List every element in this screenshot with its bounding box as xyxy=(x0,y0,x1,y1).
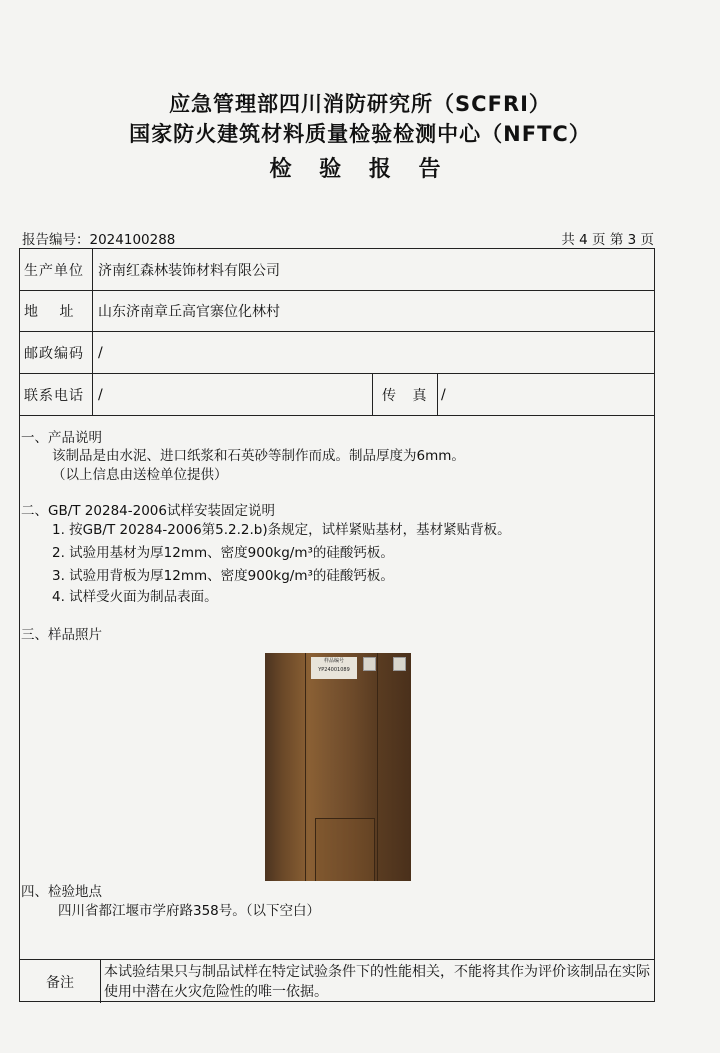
fax-value: / xyxy=(441,386,446,403)
producer-label: 生产单位 xyxy=(20,249,93,290)
product-source-note: （以上信息由送检单位提供） xyxy=(52,467,228,483)
sample-tag-label: 样品编号 xyxy=(323,658,344,664)
photo-label-square xyxy=(393,657,406,671)
report-title: 检 验 报 告 xyxy=(269,157,451,182)
fax-label: 传 真 xyxy=(372,374,438,415)
postcode-value: / xyxy=(98,344,103,361)
photo-label-square xyxy=(363,657,376,671)
section-photo-title: 三、样品照片 xyxy=(21,627,102,643)
postcode-row xyxy=(20,332,654,374)
producer-row xyxy=(20,249,654,291)
section-install-title: 二、GB/T 20284-2006试样安装固定说明 xyxy=(21,503,275,519)
photo-plank xyxy=(377,653,378,881)
address-value: 山东济南章丘高官寨位化林村 xyxy=(98,304,280,320)
photo-inset-board xyxy=(315,818,375,881)
phone-label: 联系电话 xyxy=(20,374,93,415)
test-location: 四川省都江堰市学府路358号。（以下空白） xyxy=(58,903,321,919)
sample-photo xyxy=(265,653,411,881)
postcode-label: 邮政编码 xyxy=(20,332,93,373)
sample-tag-number: YP24001089 xyxy=(318,667,350,673)
report-number: 报告编号：2024100288 xyxy=(22,232,176,248)
install-item-2: 2. 试验用基材为厚12mm、密度900kg/m³的硅酸钙板。 xyxy=(52,545,394,561)
address-row xyxy=(20,291,654,332)
page-count: 共 4 页 第 3 页 xyxy=(561,232,654,248)
install-item-4: 4. 试样受火面为制品表面。 xyxy=(52,589,218,605)
install-item-1: 1. 按GB/T 20284-2006第5.2.2.b)条规定，试样紧贴基材，基材紧贴背板。 xyxy=(52,522,511,538)
phone-value: / xyxy=(98,386,103,403)
address-label: 地 址 xyxy=(20,291,93,331)
phone-row xyxy=(20,374,654,416)
remark-label: 备注 xyxy=(20,960,101,1003)
section-product-title: 一、产品说明 xyxy=(21,430,102,446)
photo-plank xyxy=(305,653,306,881)
sample-tag xyxy=(311,657,357,679)
remark-row xyxy=(20,959,654,1003)
producer-value: 济南红森林装饰材料有限公司 xyxy=(98,262,280,279)
install-item-3: 3. 试验用背板为厚12mm、密度900kg/m³的硅酸钙板。 xyxy=(52,568,394,584)
report-table xyxy=(19,248,655,1002)
section-location-title: 四、检验地点 xyxy=(21,884,102,900)
institute-name: 应急管理部四川消防研究所（SCFRI） xyxy=(169,92,551,116)
product-description: 该制品是由水泥、进口纸浆和石英砂等制作而成。制品厚度为6mm。 xyxy=(52,448,465,464)
remark-text: 本试验结果只与制品试样在特定试验条件下的性能相关，不能将其作为评价该制品在实际使用中潜在火灾危险性的唯一依据。 xyxy=(104,964,650,1000)
center-name: 国家防火建筑材料质量检验检测中心（NFTC） xyxy=(129,122,591,146)
